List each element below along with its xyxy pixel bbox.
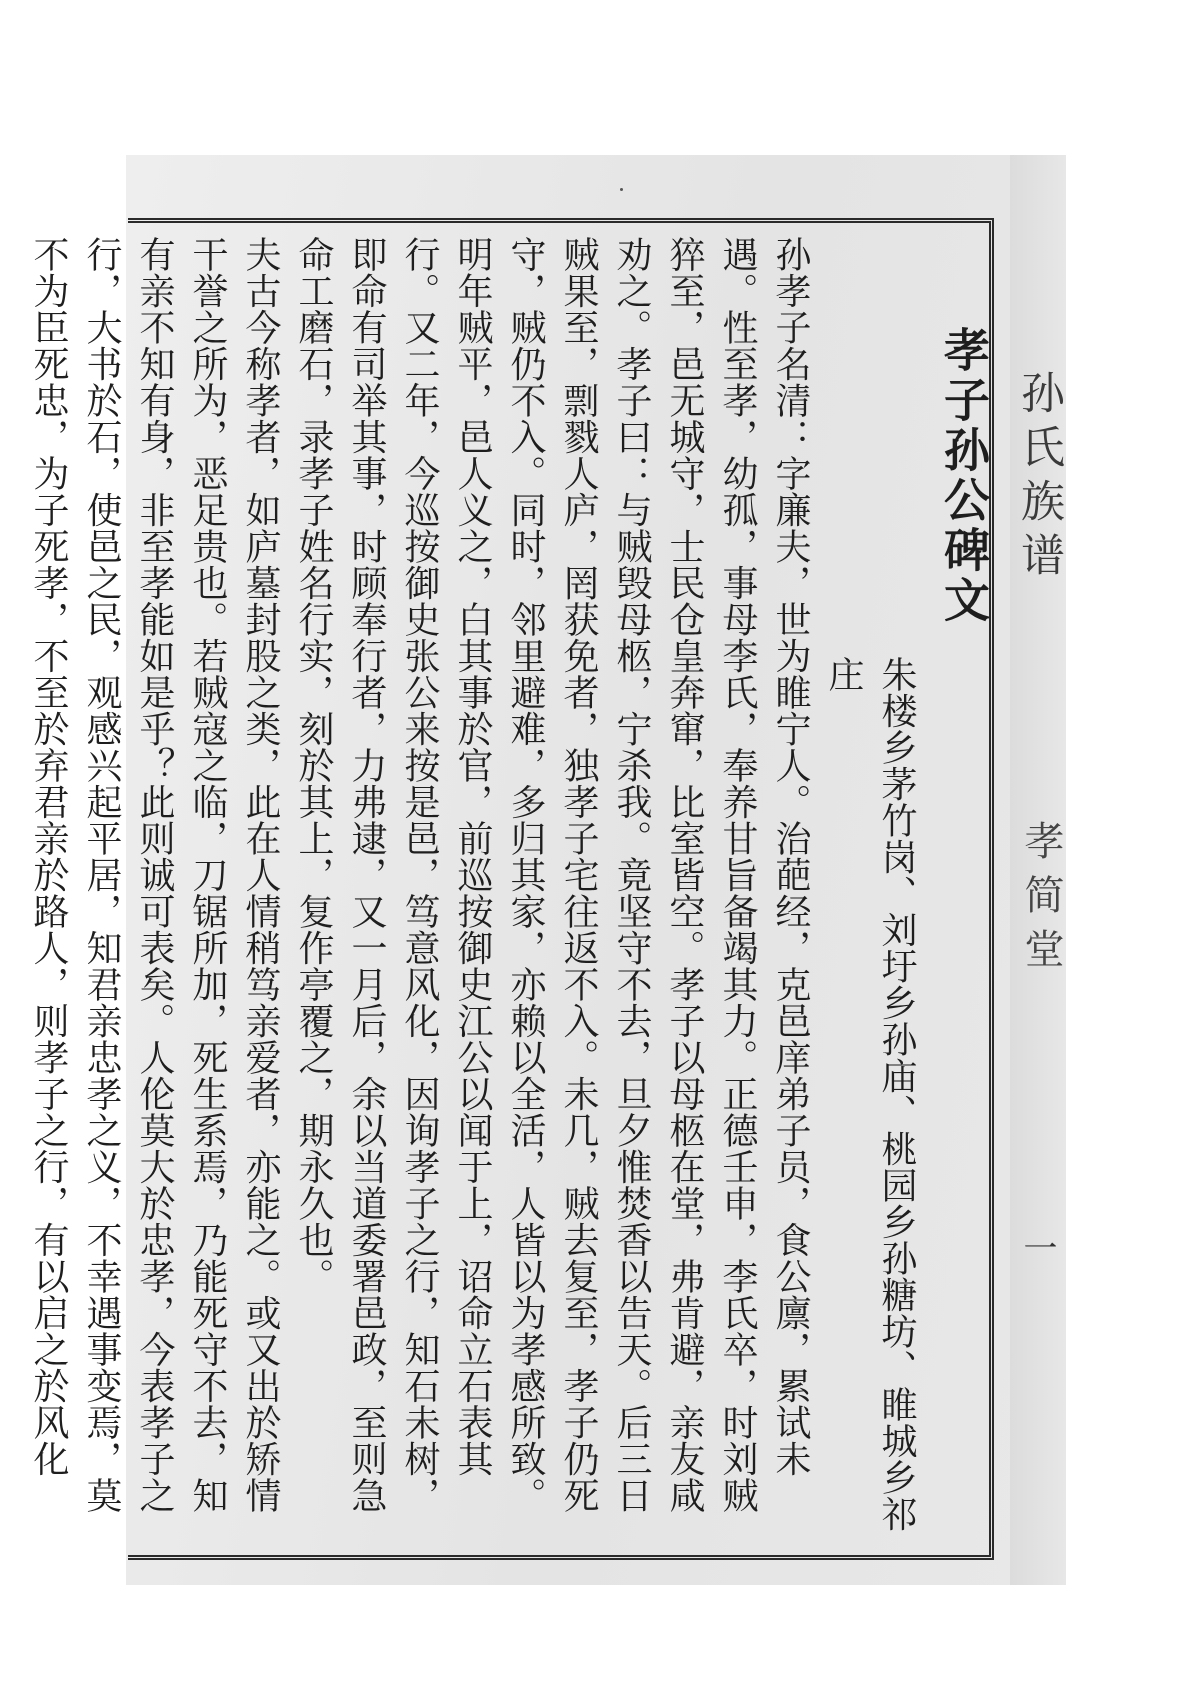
margin-book-title: 孙氏族谱	[1013, 370, 1064, 586]
inscription-text	[28, 236, 991, 1548]
scan-speck	[620, 188, 623, 191]
margin-hall-name: 孝简堂	[1018, 820, 1064, 982]
author-line: 朱楼乡茅竹岗、刘圩乡孙庙、桃园乡孙糖坊、睢城乡祁庄	[823, 656, 917, 1532]
page-title: 孝子孙公碑文	[937, 326, 991, 626]
margin-page-number: 一	[1017, 1230, 1057, 1264]
paragraph-1: 孙孝子名清：字廉夫，世为睢宁人。治葩经，克邑庠弟子员，食公廪，累试未遇。性至孝，幼孤，事母李氏，奉养甘旨备竭其力。正德壬申，李氏卒，时刘贼猝至，邑无城守，士民仓皇奔窜，比室皆空。孝子以母柩在堂，弗肯避，亲友咸劝之。孝子曰：与贼毁母柩，宁杀我。竟坚守不去，旦夕惟焚香以告天。后三日贼果至，剽戮人庐，罔获免者，独孝子宅往返不入。未几，贼去复至，孝子仍死守，贼仍不入。同时，邻里避难，多归其家，亦赖以全活，人皆以为孝感所致。明年贼平，邑人义之，白其事於官，前巡按御史江公以闻于上，诏命立石表其行。又二年，今巡按御史张公来按是邑，笃意风化，因询孝子之行，知石未树，即命有司举其事，时顾奉行者，力弗逮，又一月后，余以当道委署邑政，至则急命工磨石，录孝子姓名行实，刻於其上，复作亭覆之，期永久也。	[293, 236, 811, 1514]
paragraph-2: 夫古今称孝者，如庐墓封股之类，此在人情稍笃亲爱者，亦能之。或又出於矫情干誉之所为，恶足贵也。若贼寇之临，刀锯所加，死生系焉，乃能死守不去，知有亲不知有身，非至孝能如是乎？此则诚可表矣。人伦莫大於忠孝，今表孝子之行，大书於石，使邑之民，观感兴起平居，知君亲忠孝之义，不幸遇事变焉，莫不为臣死忠，为子死孝，不至於弃君亲於路人，则孝子之行，有以启之於风化	[28, 236, 281, 1514]
